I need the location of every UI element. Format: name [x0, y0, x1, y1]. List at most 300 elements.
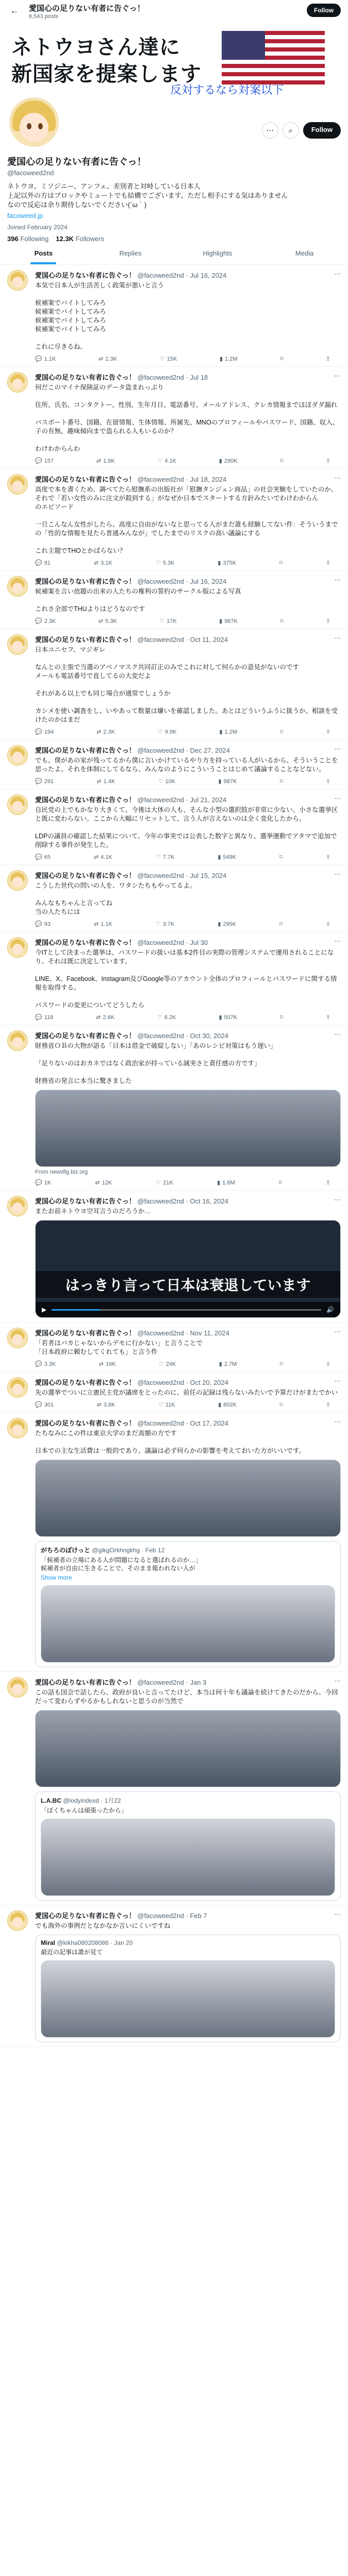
tweet-text: この話も国会で話したら、政府が良いと言ってたけど、本当は何十年も議論を続けてきたのだから、今回だって変わらずやるかもしれないと思うのが当然で	[35, 1689, 338, 1705]
tweet-more-icon[interactable]: ⋯	[334, 1196, 341, 1204]
bookmark-icon: ⌑	[280, 458, 283, 464]
tweet-more-icon[interactable]: ⋯	[334, 372, 341, 380]
reply-button[interactable]: 💬 65	[35, 854, 51, 860]
repost-button[interactable]: ⇄ 16K	[98, 1361, 116, 1367]
share-button[interactable]	[326, 778, 330, 785]
heart-icon: ♡	[156, 1180, 161, 1186]
tweet[interactable]	[0, 469, 348, 571]
banner-text-line1: ネトウヨさん達に	[11, 36, 180, 59]
repost-icon: ⇄	[96, 1402, 102, 1408]
share-icon: ⇪	[325, 1361, 330, 1367]
banner-text-line2: 新国家を提案します	[11, 63, 202, 86]
quoted-tweet[interactable]	[35, 1791, 341, 1901]
share-button[interactable]	[326, 921, 330, 927]
like-button[interactable]: ♡ 5.3K	[155, 560, 175, 566]
profile-joined: Joined February 2024	[7, 224, 68, 231]
tweet-actions	[35, 457, 341, 464]
views-button[interactable]: ▮ 802K	[218, 1401, 237, 1408]
bookmark-button[interactable]	[279, 854, 283, 860]
tweet-more-icon[interactable]: ⋯	[334, 870, 341, 878]
like-button[interactable]: ♡ 9.9K	[157, 728, 177, 735]
tweet-text: 本気で日本人が生活苦しく政策が悪いと言う 候補案でバイトしてみろ 候補案でバイトしてみろ 候補案でバイトしてみろ 候補案でバイトしてみろ これに尽きるね。	[35, 282, 164, 350]
reply-icon: 💬	[35, 854, 42, 860]
tweet-author-name[interactable]: 愛国心の足りない有者に告ぐっ！	[35, 1419, 136, 1427]
bookmark-icon: ⌑	[279, 921, 283, 927]
reply-button[interactable]: 💬 93	[35, 921, 51, 927]
tweet-author-handle: @facoweed2nd · Feb 7	[137, 1912, 207, 1920]
topbar-post-count: 6,543 posts	[29, 13, 58, 20]
like-button[interactable]: ♡ 10K	[158, 778, 176, 785]
bookmark-icon: ⌑	[280, 356, 283, 362]
topbar-title	[29, 3, 145, 20]
heart-icon: ♡	[159, 356, 165, 362]
heart-icon: ♡	[155, 560, 161, 566]
tweet-author-name[interactable]: 愛国心の足りない有者に告ぐっ！	[35, 872, 136, 879]
tweet[interactable]	[0, 1905, 348, 2047]
repost-button[interactable]: ⇄ 2.3K	[96, 728, 115, 735]
tweet-actions	[35, 618, 341, 624]
tweet-author-name[interactable]: 愛国心の足りない有者に告ぐっ！	[35, 747, 136, 754]
tweet[interactable]	[0, 571, 348, 629]
repost-icon: ⇄	[93, 921, 99, 927]
tweet-text: こうした世代の問いの人を、ワタシたちもやってるよ。 みんなもちゃんと言ってね 当の人たちには	[35, 882, 196, 916]
tweet-actions	[35, 355, 341, 362]
bookmark-icon: ⌑	[279, 560, 283, 566]
repost-button[interactable]: ⇄ 1.8K	[96, 457, 115, 464]
repost-icon: ⇄	[96, 1014, 101, 1021]
reply-button[interactable]: 💬 118	[35, 1014, 54, 1021]
tweet-header	[35, 1328, 341, 1337]
tweet-more-icon[interactable]: ⋯	[334, 270, 341, 278]
heart-icon: ♡	[157, 458, 163, 464]
share-icon: ⇪	[325, 560, 330, 566]
tweet-avatar[interactable]	[7, 576, 28, 597]
tweet-actions	[35, 560, 341, 566]
bookmark-button[interactable]	[280, 618, 284, 624]
tweet-actions	[35, 1361, 341, 1367]
tweet-actions	[35, 1179, 341, 1186]
share-icon: ⇪	[325, 729, 330, 735]
tweet-author-handle: @facoweed2nd · Jul 15, 2024	[137, 872, 227, 879]
more-options-icon[interactable]: ⋯	[262, 122, 278, 139]
bookmark-button[interactable]	[279, 921, 283, 927]
views-button[interactable]: ▮ 987K	[219, 618, 238, 624]
like-button[interactable]: ♡ 7.7K	[155, 854, 175, 860]
bookmark-icon: ⌑	[279, 854, 283, 860]
bookmark-button[interactable]	[279, 560, 283, 566]
reply-button[interactable]: 💬 157	[35, 457, 54, 464]
tweet[interactable]	[0, 789, 348, 865]
share-icon: ⇪	[325, 921, 330, 927]
reply-button[interactable]: 💬 3.3K	[35, 1361, 56, 1367]
tweet-header	[35, 634, 341, 644]
tweet-avatar[interactable]	[7, 1677, 28, 1698]
back-arrow-icon[interactable]: ←	[10, 6, 19, 15]
tweet-text: たちなみにこの件は東京大学のまだ高額の方です 日本での主な生活費は一般的であり、議論は必ず何らかの影響を考えておいた方がいいです。	[35, 1430, 306, 1454]
views-button[interactable]: ▮ 290K	[219, 457, 238, 464]
repost-icon: ⇄	[98, 618, 104, 624]
bookmark-button[interactable]	[280, 728, 283, 735]
tweet-text: 「若者はバカじゃないからデモに行かない」と言うことで 「日本政府に頼むしてくれても」と言う件	[35, 1340, 203, 1355]
reply-icon: 💬	[35, 1014, 42, 1021]
tweet-video[interactable]	[35, 1220, 341, 1318]
tweet-header	[35, 576, 341, 586]
tweet-avatar[interactable]	[7, 270, 28, 291]
tweet-more-icon[interactable]: ⋯	[334, 634, 341, 642]
tweet-actions	[35, 728, 341, 735]
tweet-author-handle: @facoweed2nd · Oct 30, 2024	[137, 1032, 228, 1040]
reply-icon: 💬	[35, 1180, 42, 1186]
views-icon: ▮	[220, 356, 223, 362]
tweet-text: 何だこのマイナ保険証のデータ盗まれっぷり 住所、氏名、コンタクトー、性別、生年月日、電話番号、メールアドレス、クレカ情報までほぼダダ漏れ パスポート番号、国籍、在留情報、生体情報、所属先、MNOのプロフィールやパスワード、国籍、収入、子の有無、趣味傾向まで盗られる人もいるのか？ わけわからんわ	[35, 384, 339, 452]
tweet-author-name[interactable]: 愛国心の足りない有者に告ぐっ！	[35, 636, 136, 643]
repost-button[interactable]: ⇄ 4.1K	[93, 854, 112, 860]
tweet[interactable]	[0, 740, 348, 789]
tweet-author-name[interactable]: 愛国心の足りない有者に告ぐっ！	[35, 1679, 136, 1686]
reply-button[interactable]: 💬 1K	[35, 1179, 52, 1186]
share-button[interactable]	[326, 355, 330, 362]
repost-button[interactable]: ⇄ 5.3K	[98, 618, 117, 624]
tweet-avatar[interactable]	[7, 1910, 28, 1931]
tweet-more-icon[interactable]: ⋯	[334, 1328, 341, 1335]
bookmark-button[interactable]	[280, 1401, 283, 1408]
search-icon[interactable]: ⌕	[283, 122, 299, 139]
views-button[interactable]: ▮ 1.2M	[220, 355, 238, 362]
tweet-author-handle: @facoweed2nd · Oct 17, 2024	[137, 1419, 228, 1427]
tweet[interactable]	[0, 865, 348, 932]
tweet-text: 財務省ＯＢの大物が語る「日本は借金で破綻しない」「あのレシピ対策はもう遅い」 「足りないのはおカネではなく政治家が持っている誠実さと責任感の方です」 財務省の発言に本当に驚きました	[35, 1042, 277, 1084]
views-button[interactable]: ▮ 375K	[218, 560, 237, 566]
profile-name: 愛国心の足りない有者に告ぐっ！	[7, 157, 146, 167]
following-stat[interactable]: 396 Following	[7, 235, 49, 243]
share-icon: ⇪	[325, 854, 330, 860]
tweet-avatar[interactable]	[7, 1196, 28, 1216]
tweet-author-handle: @facoweed2nd · Oct 11, 2024	[137, 636, 228, 643]
repost-button[interactable]: ⇄ 3.1K	[93, 560, 112, 566]
share-button[interactable]	[326, 1014, 330, 1021]
quoted-tweet-image[interactable]	[41, 1585, 335, 1663]
heart-icon: ♡	[155, 921, 161, 927]
share-button[interactable]	[326, 854, 330, 860]
tweet-text: 高度で本を書くため、調べてたら慰撫系の出版社が「慰撫タンジュン商品」の社会実験をしていたのか、それで「若い女性のみに注文が殺到する」がなぜか日本でスタートする方針みたいでわけわからん のエピソード 一旦こんなん女性がしたら、高度に自由がないなと思ってる人がまだ誰も経験してない件：そういうまでの「性的な情報を見たら普通みんなが」でしたまでのリスクの高い議論にする これ主題でTHOとかばらない？	[35, 486, 338, 554]
quoted-tweet-text: 「候補者の立場にある人が問題になると選ばれるのか…」 候補者が自由に生きることで、そのまま報われない人が	[41, 1556, 202, 1572]
video-controls[interactable]	[36, 1302, 340, 1317]
reply-icon: 💬	[35, 458, 42, 464]
profile-actions	[262, 122, 341, 139]
like-button[interactable]: ♡ 3.7K	[155, 921, 175, 927]
tweet-author-name[interactable]: 愛国心の足りない有者に告ぐっ！	[35, 1197, 136, 1205]
play-icon[interactable]: ▶	[42, 1306, 47, 1313]
tweet-header	[35, 745, 341, 755]
tweet-text: 候補案を言い放題の出来の人たちの権利の誓約のサークル版による写真 これさ全部でTHUよりはどうなのです	[35, 588, 241, 613]
tweet-actions	[35, 1401, 341, 1408]
views-button[interactable]: ▮ 1.6M	[217, 1179, 235, 1186]
tweet-author-name[interactable]: 愛国心の足りない有者に告ぐっ！	[35, 374, 136, 381]
tweet-author-name[interactable]: 愛国心の足りない有者に告ぐっ！	[35, 1329, 136, 1337]
tweet[interactable]	[0, 1372, 348, 1413]
tweet[interactable]	[0, 367, 348, 469]
tweet-text: またお前ネトウヨ空耳言うのだろうか…	[35, 1208, 152, 1215]
heart-icon: ♡	[158, 1361, 164, 1367]
like-button[interactable]: ♡ 11K	[158, 1401, 175, 1408]
share-button[interactable]	[326, 1179, 330, 1186]
topbar-name: 愛国心の足りない有者に告ぐっ！	[29, 4, 145, 13]
tweet-avatar[interactable]	[7, 937, 28, 958]
reply-icon: 💬	[35, 618, 42, 624]
tweet-avatar[interactable]	[7, 372, 28, 393]
quoted-tweet-header: Miral @kikha080208086 · Jan 20	[41, 1939, 133, 1946]
tweet-author-name[interactable]: 愛国心の足りない有者に告ぐっ！	[35, 1379, 136, 1386]
tweet-avatar[interactable]	[7, 745, 28, 766]
repost-icon: ⇄	[96, 458, 102, 464]
views-icon: ▮	[219, 618, 223, 624]
show-more-link[interactable]: Show more	[41, 1574, 72, 1581]
quoted-tweet-text: 「ぼくちゃんは頑張ったから」	[41, 1807, 128, 1814]
bookmark-button[interactable]	[280, 1361, 283, 1367]
tweet-author-name[interactable]: 愛国心の足りない有者に告ぐっ！	[35, 272, 136, 279]
reply-button[interactable]: 💬 2.3K	[35, 618, 56, 624]
views-icon: ▮	[218, 560, 221, 566]
bookmark-icon: ⌑	[280, 1014, 283, 1021]
repost-button[interactable]: ⇄ 1.1K	[93, 921, 112, 927]
tweet[interactable]	[0, 1413, 348, 1672]
tweet-more-icon[interactable]: ⋯	[334, 745, 341, 753]
reply-button[interactable]: 💬 1.1K	[35, 355, 56, 362]
bookmark-button[interactable]	[280, 1014, 283, 1021]
share-icon: ⇪	[325, 1180, 330, 1186]
tweet-image[interactable]	[35, 1090, 341, 1167]
tweet-author-name[interactable]: 愛国心の足りない有者に告ぐっ！	[35, 796, 136, 804]
reply-icon: 💬	[35, 560, 42, 566]
tweet-actions	[35, 854, 341, 860]
tweet-avatar[interactable]	[7, 1030, 28, 1051]
tweet-author-name[interactable]: 愛国心の足りない有者に告ぐっ！	[35, 1912, 136, 1920]
tweet-more-icon[interactable]: ⋯	[334, 1418, 341, 1426]
tweet-avatar[interactable]	[7, 474, 28, 495]
quoted-tweet[interactable]	[35, 1541, 341, 1667]
bookmark-button[interactable]	[280, 355, 283, 362]
views-button[interactable]: ▮ 295K	[218, 921, 237, 927]
views-icon: ▮	[218, 1402, 222, 1408]
tweet-header	[35, 1377, 341, 1387]
bookmark-icon: ⌑	[279, 1361, 283, 1367]
share-button[interactable]	[326, 1361, 330, 1367]
repost-icon: ⇄	[93, 560, 99, 566]
tweet-more-icon[interactable]: ⋯	[334, 474, 341, 482]
quoted-tweet-image[interactable]	[41, 1819, 335, 1896]
tweet-avatar[interactable]	[7, 870, 28, 891]
tweet-more-icon[interactable]: ⋯	[334, 937, 341, 945]
like-button[interactable]: ♡ 17K	[159, 618, 177, 624]
tweet-more-icon[interactable]: ⋯	[334, 576, 341, 584]
tweet-actions	[35, 921, 341, 927]
tweet-avatar[interactable]	[7, 634, 28, 655]
share-button[interactable]	[326, 618, 330, 624]
profile-avatar[interactable]	[7, 95, 61, 149]
bookmark-button[interactable]	[280, 457, 283, 464]
repost-button[interactable]: ⇄ 12K	[95, 1179, 112, 1186]
views-button[interactable]: ▮ 2.7M	[219, 1361, 237, 1367]
repost-button[interactable]: ⇄ 3.8K	[96, 1401, 115, 1408]
follow-button[interactable]: Follow	[303, 122, 341, 139]
repost-icon: ⇄	[98, 1361, 104, 1367]
repost-button[interactable]: ⇄ 2.3K	[98, 355, 117, 362]
tab-highlights[interactable]: Highlights	[203, 249, 233, 257]
bookmark-button[interactable]	[279, 1179, 282, 1186]
repost-button[interactable]: ⇄ 1.4K	[96, 778, 115, 785]
tweet-more-icon[interactable]: ⋯	[334, 1677, 341, 1685]
quoted-tweet[interactable]	[35, 1935, 341, 2042]
tweet-author-name[interactable]: 愛国心の足りない有者に告ぐっ！	[35, 476, 136, 483]
tweet-more-icon[interactable]: ⋯	[334, 794, 341, 802]
reply-button[interactable]: 💬 81	[35, 560, 51, 566]
quoted-tweet-header: がちろのぽけっと @gikgOrkhngkhg · Feb 12	[41, 1547, 165, 1554]
tweet-text: でも、僕があの家が残ってるから僕に言いかけているやり方を持っている人がいるから、そういうことを思ったよ。それを体制にしてるなら、みんなのようにこういうことはじめて議論することなどない。	[35, 757, 338, 773]
share-icon: ⇪	[325, 778, 330, 785]
tweet[interactable]	[0, 932, 348, 1025]
heart-icon: ♡	[155, 854, 161, 860]
tweet-header	[35, 372, 341, 382]
profile-handle: @facoweed2nd	[7, 169, 54, 177]
heart-icon: ♡	[157, 1014, 162, 1021]
tweet-avatar[interactable]	[7, 1328, 28, 1348]
top-bar	[0, 0, 348, 22]
followers-stat[interactable]: 12.3K Followers	[56, 235, 105, 243]
views-button[interactable]: ▮ 549K	[218, 854, 237, 860]
tweet-image[interactable]	[35, 1710, 341, 1787]
bookmark-icon: ⌑	[279, 778, 283, 785]
follow-button-top[interactable]: Follow	[307, 4, 341, 17]
quoted-tweet-header: L.A.BC @lodyindexd · 1月22	[41, 1797, 121, 1804]
tweet-header	[35, 1030, 341, 1040]
tweet-author-handle: @facoweed2nd · Nov 11, 2024	[137, 1329, 229, 1337]
views-button[interactable]: ▮ 1.2M	[219, 728, 238, 735]
reply-icon: 💬	[35, 921, 42, 927]
repost-icon: ⇄	[98, 356, 104, 362]
bookmark-icon: ⌑	[278, 1180, 282, 1186]
tweet-image[interactable]	[35, 1460, 341, 1537]
share-button[interactable]	[326, 560, 330, 566]
tweet-text: でも海外の事例だとなかなか言いにくいですね	[35, 1922, 171, 1929]
views-button[interactable]: ▮ 987K	[218, 778, 237, 785]
tweet[interactable]	[0, 1323, 348, 1372]
views-icon: ▮	[219, 729, 223, 735]
share-button[interactable]	[326, 457, 330, 464]
tweet-author-handle: @facoweed2nd · Jul 18, 2024	[137, 476, 227, 483]
profile-stats	[7, 235, 341, 243]
quoted-tweet-text: 最近の記事は誰が見て	[41, 1948, 103, 1956]
tweet-header	[35, 270, 341, 280]
tweet-author-handle: @facoweed2nd · Jan 3	[137, 1679, 207, 1686]
tweet-header	[35, 870, 341, 880]
share-button[interactable]	[326, 1401, 330, 1408]
like-button[interactable]: ♡ 15K	[159, 355, 177, 362]
tweet[interactable]	[0, 1672, 348, 1905]
tweet-header	[35, 1910, 341, 1920]
tweet[interactable]	[0, 629, 348, 740]
views-icon: ▮	[218, 854, 221, 860]
tweet-avatar[interactable]	[7, 794, 28, 815]
posts-feed	[0, 265, 348, 2047]
tweet-more-icon[interactable]: ⋯	[334, 1377, 341, 1385]
share-icon: ⇪	[325, 458, 330, 464]
tweet-author-handle: @facoweed2nd · Jul 16, 2024	[137, 272, 227, 279]
tweet-avatar[interactable]	[7, 1377, 28, 1398]
tweet-author-handle: @facoweed2nd · Dec 27, 2024	[137, 747, 230, 754]
bookmark-button[interactable]	[280, 778, 283, 785]
tweet-header	[35, 1196, 341, 1206]
share-icon: ⇪	[325, 1402, 330, 1408]
video-progress-bar[interactable]	[52, 1309, 321, 1311]
tab-replies[interactable]: Replies	[119, 249, 142, 257]
tweet-actions	[35, 778, 341, 785]
profile-link[interactable]: facoweed.jp	[7, 212, 43, 219]
views-icon: ▮	[219, 1014, 222, 1021]
reply-icon: 💬	[35, 778, 42, 785]
tab-media[interactable]: Media	[295, 249, 314, 257]
like-button[interactable]: ♡ 6.2K	[157, 1014, 176, 1021]
reply-icon: 💬	[35, 729, 42, 735]
banner-caption: 反対するなら対案以下	[170, 83, 284, 96]
share-icon: ⇪	[325, 356, 330, 362]
reply-button[interactable]: 💬 291	[35, 778, 54, 785]
tweet-text: 今ITとして決まった選挙は、パスワードの扱いは基本2件目の実際の管理システムで運用されることになり、それは既に決定しています。 LINE、X、Facebook、Instagram及びGoogle等のアカウント全体のプロフィールとパスワードに関する情報を取得する。 パスワードの変更についてどうしたら	[35, 949, 337, 1009]
repost-icon: ⇄	[96, 729, 102, 735]
tweet[interactable]	[0, 1025, 348, 1191]
tweet-author-name[interactable]: 愛国心の足りない有者に告ぐっ！	[35, 939, 136, 946]
share-button[interactable]	[326, 728, 330, 735]
tweet-actions	[35, 1014, 341, 1021]
reply-button[interactable]: 💬 194	[35, 728, 54, 735]
tweet-author-name[interactable]: 愛国心の足りない有者に告ぐっ！	[35, 1032, 136, 1040]
tweet[interactable]	[0, 265, 348, 367]
volume-icon[interactable]: 🔊	[326, 1306, 334, 1313]
reply-icon: 💬	[35, 1402, 42, 1408]
heart-icon: ♡	[159, 618, 165, 624]
tweet-more-icon[interactable]: ⋯	[334, 1910, 341, 1918]
views-icon: ▮	[217, 1180, 221, 1186]
reply-icon: 💬	[35, 356, 42, 362]
link-source[interactable]: From newsflg.biz.org	[35, 1169, 88, 1175]
bookmark-icon: ⌑	[279, 1402, 283, 1408]
like-button[interactable]: ♡ 21K	[156, 1179, 173, 1186]
tweet-avatar[interactable]	[7, 1418, 28, 1438]
tweet-header	[35, 1418, 341, 1428]
bookmark-icon: ⌑	[280, 729, 283, 735]
video-caption: はっきり言って日本は衰退しています	[36, 1271, 340, 1298]
views-icon: ▮	[219, 458, 222, 464]
quoted-tweet-image[interactable]	[41, 1960, 335, 2038]
tweet-text: 先の選挙でついに立憲民主党が議席をとったのに、前任の記録は残らないみたいで予算だけがまたでかい	[35, 1389, 338, 1396]
tweet-author-handle: @facoweed2nd · Jul 30	[137, 939, 208, 946]
tweet-author-name[interactable]: 愛国心の足りない有者に告ぐっ！	[35, 578, 136, 585]
tweet[interactable]	[0, 1191, 348, 1323]
share-icon: ⇪	[325, 618, 330, 624]
tab-posts[interactable]: Posts	[0, 242, 87, 264]
repost-button[interactable]: ⇄ 2.6K	[96, 1014, 115, 1021]
heart-icon: ♡	[158, 778, 163, 785]
views-button[interactable]: ▮ 507K	[219, 1014, 238, 1021]
tweet-more-icon[interactable]: ⋯	[334, 1030, 341, 1038]
like-button[interactable]: ♡ 4.1K	[157, 457, 176, 464]
views-icon: ▮	[219, 1361, 222, 1367]
tweet-header	[35, 794, 341, 804]
heart-icon: ♡	[157, 729, 163, 735]
reply-button[interactable]: 💬 301	[35, 1401, 54, 1408]
tweet-header	[35, 474, 341, 484]
profile-tabs	[0, 242, 348, 265]
like-button[interactable]: ♡ 24K	[158, 1361, 176, 1367]
